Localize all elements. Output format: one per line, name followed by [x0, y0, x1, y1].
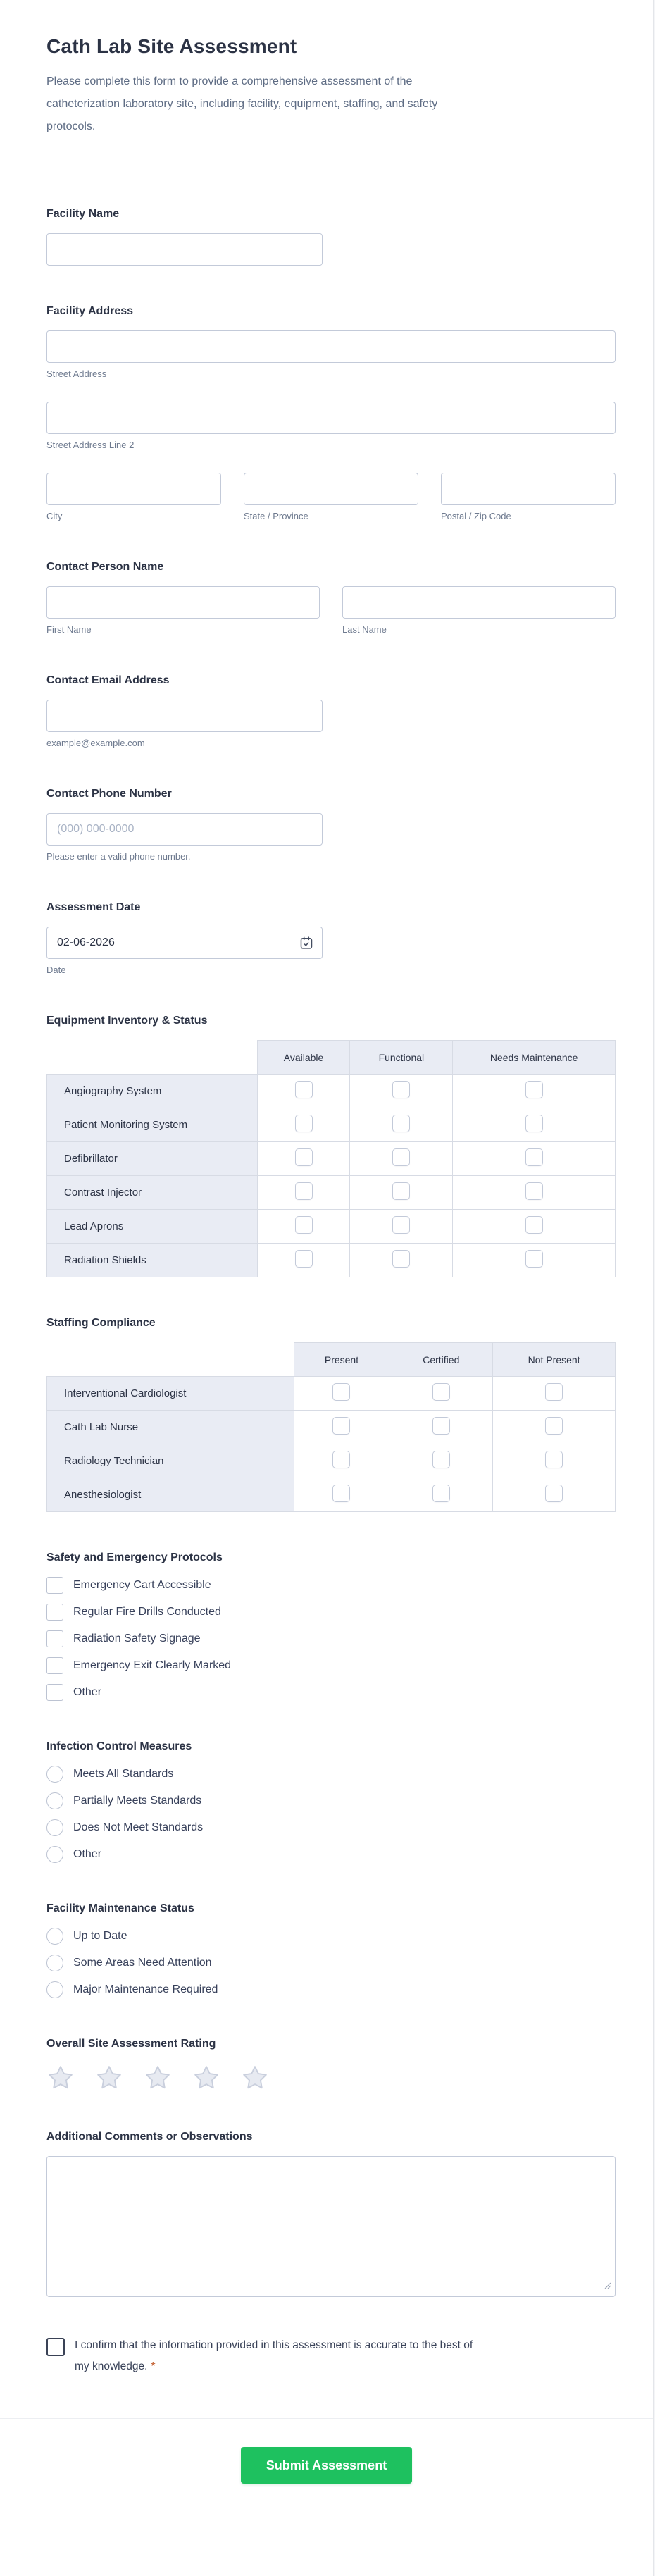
row-label: Anesthesiologist	[47, 1478, 294, 1512]
confirmation-label: I confirm that the information provided in this assessment is accurate to the best of my knowledge. *	[75, 2339, 473, 2372]
matrix-checkbox[interactable]	[392, 1115, 410, 1132]
matrix-checkbox[interactable]	[545, 1451, 563, 1468]
matrix-checkbox[interactable]	[545, 1485, 563, 1502]
radio-option[interactable]	[46, 1928, 616, 1945]
comments-textarea[interactable]	[46, 2156, 616, 2297]
city-sublabel: City	[46, 511, 63, 521]
matrix-checkbox[interactable]	[432, 1383, 450, 1401]
matrix-checkbox[interactable]	[525, 1182, 543, 1200]
option-label: Partially Meets Standards	[73, 1795, 202, 1807]
question-label: Staffing Compliance	[46, 1317, 156, 1329]
equipment-matrix	[46, 1040, 616, 1277]
question-label: Equipment Inventory & Status	[46, 1015, 208, 1027]
matrix-checkbox[interactable]	[392, 1216, 410, 1234]
star-icon[interactable]	[241, 2064, 269, 2091]
phone-sublabel: Please enter a valid phone number.	[46, 851, 191, 862]
radio-icon[interactable]	[46, 1792, 63, 1809]
postal-code-input[interactable]	[441, 473, 616, 505]
question-rating	[46, 2038, 616, 2091]
column-header: Available	[257, 1041, 350, 1075]
form-footer	[0, 2418, 653, 2519]
option-label: Other	[73, 1848, 102, 1860]
email-sublabel: example@example.com	[46, 738, 145, 748]
matrix-checkbox[interactable]	[545, 1383, 563, 1401]
matrix-checkbox[interactable]	[525, 1216, 543, 1234]
column-header: Not Present	[493, 1343, 616, 1377]
date-sublabel: Date	[46, 965, 66, 975]
question-contact-name	[46, 561, 616, 635]
question-label: Infection Control Measures	[46, 1740, 192, 1752]
question-label: Facility Address	[46, 305, 134, 317]
matrix-checkbox[interactable]	[432, 1417, 450, 1435]
question-contact-phone	[46, 788, 616, 862]
radio-option[interactable]	[46, 1955, 616, 1971]
facility-name-input[interactable]	[46, 233, 323, 266]
matrix-checkbox[interactable]	[545, 1417, 563, 1435]
state-sublabel: State / Province	[244, 511, 308, 521]
row-label: Contrast Injector	[47, 1176, 258, 1210]
question-staffing-table	[46, 1317, 616, 1512]
matrix-checkbox[interactable]	[295, 1216, 313, 1234]
table-row	[47, 1244, 616, 1277]
question-label: Safety and Emergency Protocols	[46, 1552, 223, 1563]
confirmation-row[interactable]	[46, 2335, 616, 2377]
radio-option[interactable]	[46, 1981, 616, 1998]
radio-icon[interactable]	[46, 1766, 63, 1783]
first-name-sublabel: First Name	[46, 624, 92, 635]
checkbox-option[interactable]	[46, 1577, 616, 1594]
star-icon[interactable]	[144, 2064, 172, 2091]
column-header: Present	[294, 1343, 389, 1377]
question-infection-control	[46, 1740, 616, 1863]
question-label: Contact Phone Number	[46, 788, 172, 800]
phone-input[interactable]	[46, 813, 323, 846]
matrix-checkbox[interactable]	[295, 1182, 313, 1200]
question-facility-name	[46, 208, 616, 266]
last-name-input[interactable]	[342, 586, 616, 619]
option-label: Emergency Cart Accessible	[73, 1579, 211, 1591]
table-row	[47, 1444, 616, 1478]
calendar-icon[interactable]	[299, 936, 313, 953]
table-row	[47, 1478, 616, 1512]
table-row	[47, 1176, 616, 1210]
last-name-sublabel: Last Name	[342, 624, 387, 635]
street-address-line2-sublabel: Street Address Line 2	[46, 440, 135, 450]
matrix-checkbox[interactable]	[432, 1485, 450, 1502]
radio-option[interactable]	[46, 1766, 616, 1783]
submit-button[interactable]: Submit Assessment	[241, 2447, 412, 2484]
date-input[interactable]	[46, 927, 323, 959]
matrix-checkbox[interactable]	[392, 1081, 410, 1098]
option-label: Up to Date	[73, 1930, 127, 1942]
state-input[interactable]	[244, 473, 418, 505]
maintenance-radio-group	[46, 1928, 616, 1998]
confirmation-checkbox[interactable]	[46, 2338, 65, 2356]
radio-option[interactable]	[46, 1819, 616, 1836]
matrix-checkbox[interactable]	[332, 1451, 350, 1468]
option-label: Major Maintenance Required	[73, 1983, 218, 1995]
star-rating	[46, 2064, 616, 2091]
table-row	[47, 1210, 616, 1244]
matrix-checkbox[interactable]	[332, 1383, 350, 1401]
matrix-checkbox[interactable]	[295, 1250, 313, 1268]
radio-icon[interactable]	[46, 1846, 63, 1863]
checkbox-option[interactable]	[46, 1604, 616, 1621]
matrix-checkbox[interactable]	[295, 1115, 313, 1132]
question-assessment-date	[46, 901, 616, 975]
table-row	[47, 1142, 616, 1176]
form-title: Cath Lab Site Assessment	[46, 35, 297, 57]
question-equipment-table	[46, 1015, 616, 1277]
question-label: Facility Maintenance Status	[46, 1902, 194, 1914]
row-label: Radiation Shields	[47, 1244, 258, 1277]
radio-icon[interactable]	[46, 1928, 63, 1945]
checkbox-option[interactable]	[46, 1657, 616, 1674]
first-name-input[interactable]	[46, 586, 320, 619]
table-row	[47, 1411, 616, 1444]
radio-option[interactable]	[46, 1846, 616, 1863]
table-row	[47, 1075, 616, 1108]
city-input[interactable]	[46, 473, 221, 505]
column-header: Certified	[389, 1343, 493, 1377]
form-header	[0, 0, 653, 138]
radio-icon[interactable]	[46, 1819, 63, 1836]
question-label: Additional Comments or Observations	[46, 2131, 253, 2143]
option-label: Other	[73, 1686, 102, 1698]
question-facility-address	[46, 305, 616, 521]
form-description: Please complete this form to provide a comprehensive assessment of the catheterization laboratory site, including facility, equipment, staffing, and safety protocols.	[46, 75, 438, 132]
question-label: Assessment Date	[46, 901, 141, 913]
option-label: Emergency Exit Clearly Marked	[73, 1659, 232, 1671]
option-label: Radiation Safety Signage	[73, 1633, 201, 1645]
matrix-checkbox[interactable]	[295, 1148, 313, 1166]
table-row	[47, 1377, 616, 1411]
question-contact-email	[46, 674, 616, 748]
question-maintenance-status	[46, 1902, 616, 1998]
question-label: Overall Site Assessment Rating	[46, 2038, 216, 2050]
table-row	[47, 1108, 616, 1142]
matrix-checkbox[interactable]	[432, 1451, 450, 1468]
row-label: Radiology Technician	[47, 1444, 294, 1478]
checkbox-icon[interactable]	[46, 1604, 63, 1621]
column-header: Functional	[350, 1041, 453, 1075]
option-label: Some Areas Need Attention	[73, 1957, 212, 1969]
infection-radio-group	[46, 1766, 616, 1863]
matrix-checkbox[interactable]	[525, 1081, 543, 1098]
radio-option[interactable]	[46, 1792, 616, 1809]
row-label: Defibrillator	[47, 1142, 258, 1176]
question-label: Contact Email Address	[46, 674, 170, 686]
matrix-checkbox[interactable]	[332, 1417, 350, 1435]
safety-checkbox-group	[46, 1577, 616, 1701]
row-label: Angiography System	[47, 1075, 258, 1108]
matrix-checkbox[interactable]	[525, 1115, 543, 1132]
matrix-corner	[47, 1041, 258, 1075]
email-input[interactable]	[46, 700, 323, 732]
required-asterisk: *	[151, 2360, 156, 2372]
question-safety-protocols	[46, 1552, 616, 1701]
checkbox-icon[interactable]	[46, 1684, 63, 1701]
checkbox-icon[interactable]	[46, 1630, 63, 1647]
column-header: Needs Maintenance	[453, 1041, 616, 1075]
question-label: Contact Person Name	[46, 561, 164, 573]
matrix-checkbox[interactable]	[392, 1250, 410, 1268]
checkbox-icon[interactable]	[46, 1577, 63, 1594]
street-address-input[interactable]	[46, 330, 616, 363]
checkbox-option[interactable]	[46, 1684, 616, 1701]
question-comments	[46, 2131, 616, 2297]
matrix-checkbox[interactable]	[392, 1148, 410, 1166]
row-label: Interventional Cardiologist	[47, 1377, 294, 1411]
matrix-checkbox[interactable]	[295, 1081, 313, 1098]
street-address-sublabel: Street Address	[46, 369, 107, 379]
matrix-checkbox[interactable]	[525, 1250, 543, 1268]
checkbox-option[interactable]	[46, 1630, 616, 1647]
postal-code-sublabel: Postal / Zip Code	[441, 511, 511, 521]
staffing-matrix	[46, 1342, 616, 1512]
checkbox-icon[interactable]	[46, 1657, 63, 1674]
matrix-checkbox[interactable]	[525, 1148, 543, 1166]
row-label: Patient Monitoring System	[47, 1108, 258, 1142]
option-label: Regular Fire Drills Conducted	[73, 1606, 221, 1618]
radio-icon[interactable]	[46, 1981, 63, 1998]
row-label: Lead Aprons	[47, 1210, 258, 1244]
matrix-corner	[47, 1343, 294, 1377]
matrix-checkbox[interactable]	[392, 1182, 410, 1200]
star-icon[interactable]	[46, 2064, 75, 2091]
question-label: Facility Name	[46, 208, 120, 220]
row-label: Cath Lab Nurse	[47, 1411, 294, 1444]
matrix-checkbox[interactable]	[332, 1485, 350, 1502]
street-address-line2-input[interactable]	[46, 402, 616, 434]
star-icon[interactable]	[95, 2064, 123, 2091]
option-label: Meets All Standards	[73, 1768, 174, 1780]
radio-icon[interactable]	[46, 1955, 63, 1971]
option-label: Does Not Meet Standards	[73, 1821, 204, 1833]
star-icon[interactable]	[192, 2064, 220, 2091]
